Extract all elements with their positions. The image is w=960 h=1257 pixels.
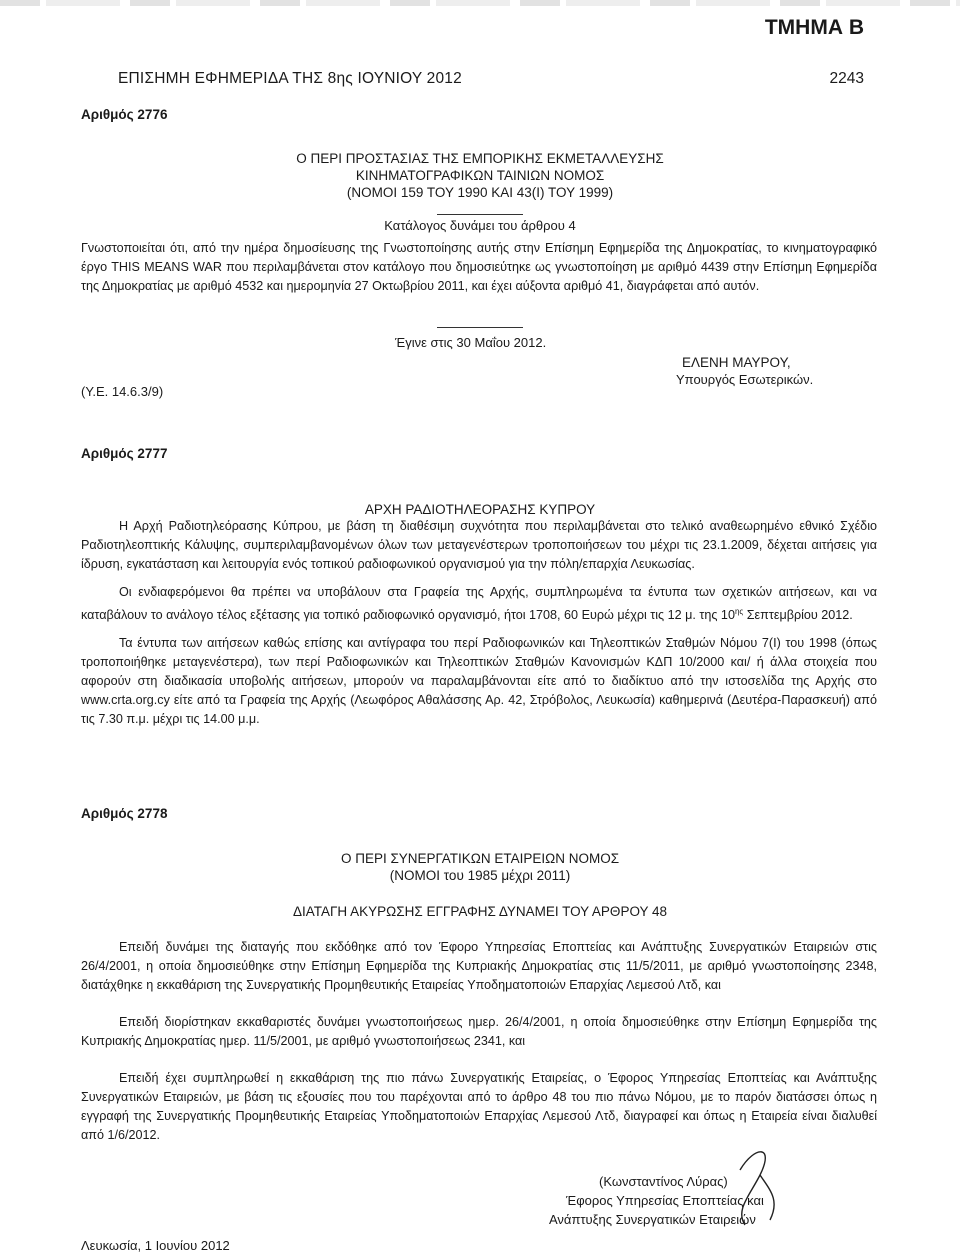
issue-date: Έγινε στις 30 Μαΐου 2012.: [395, 335, 547, 350]
notice-body: [81, 938, 877, 1145]
scan-artifact: [0, 0, 960, 6]
superscript: ης: [734, 607, 744, 616]
divider: [437, 327, 523, 328]
title-line: (ΝΟΜΟΙ 159 ΤΟΥ 1990 ΚΑΙ 43(Ι) ΤΟΥ 1999): [346, 185, 614, 200]
section-label: ΤΜΗΜΑ Β: [764, 16, 864, 39]
paragraph-text: Οι ενδιαφερόμενοι θα πρέπει να υποβάλουν στα Γραφεία της Αρχής, συμπληρωμένα τα έντυπα των σχετικών αιτήσεων, και να καταβάλουν το ανάλογο τέλος εξέτασης για τοπικό ραδιοφωνικό οργανισμό, ήτοι 1708, 60 Ευρώ μέχρι τις 12 μ. της 10: [81, 585, 877, 623]
notice-title: Ο ΠΕΡΙ ΣΥΝΕΡΓΑΤΙΚΩΝ ΕΤΑΙΡΕΙΩΝ ΝΟΜΟΣ: [340, 851, 620, 866]
notice-subtitle: Κατάλογος δυνάμει του άρθρου 4: [384, 218, 576, 233]
notice-title: [0, 150, 960, 201]
signatory-name: (Κωνσταντίνος Λύρας): [599, 1174, 728, 1189]
gazette-title: ΕΠΙΣΗΜΗ ΕΦΗΜΕΡΙΔΑ ΤΗΣ 8ης ΙΟΥΝΙΟΥ 2012: [118, 70, 462, 87]
paragraph: Η Αρχή Ραδιοτηλεόρασης Κύπρου, με βάση τη διαθέσιμη συχνότητα που περιλαμβάνεται στο τελικό αναθεωρημένο εθνικό Σχέδιο Ραδιοτηλεοπτικής Κάλυψης, συμπεριλαμβανομένων όλων των μεταγενέστερων τροποποιήσεων του μέχρι τις 23.1.2009, δέχεται αιτήσεις για ίδρυση, εγκατάσταση και λειτουργία ενός τοπικού ραδιοφωνικού οργανισμού για την πόλη/επαρχία Λευκωσίας.: [81, 519, 877, 571]
title-line: ΚΙΝΗΜΑΤΟΓΡΑΦΙΚΩΝ ΤΑΙΝΙΩΝ ΝΟΜΟΣ: [355, 168, 605, 183]
signatory-title: Ανάπτυξης Συνεργατικών Εταιρειών: [549, 1212, 756, 1227]
divider: [437, 214, 523, 215]
signatory-name: ΕΛΕΝΗ ΜΑΥΡΟΥ,: [682, 355, 791, 370]
signatory-title: Έφορος Υπηρεσίας Εποπτείας και: [566, 1193, 764, 1208]
page-number: 2243: [829, 70, 864, 87]
title-line: Ο ΠΕΡΙ ΠΡΟΣΤΑΣΙΑΣ ΤΗΣ ΕΜΠΟΡΙΚΗΣ ΕΚΜΕΤΑΛΛΕΥΣΗΣ: [296, 151, 664, 166]
notice-body: [81, 517, 877, 729]
notice-heading: ΔΙΑΤΑΓΗ ΑΚΥΡΩΣΗΣ ΕΓΓΡΑΦΗΣ ΔΥΝΑΜΕΙ ΤΟΥ ΑΡΘΡΟΥ 48: [292, 904, 668, 919]
reference-code: (Υ.Ε. 14.6.3/9): [81, 384, 164, 399]
notice-body: Γνωστοποιείται ότι, από την ημέρα δημοσίευσης της Γνωστοποίησης αυτής στην Επίσημη Εφημερίδα της Δημοκρατίας, το κινηματογραφικό έργο THIS MEANS WAR που περιλαμβάνεται στον κατάλογο που δημοσιεύτηκε ως γνωστοποίηση με αριθμό 4439 στην Επίσημη Εφημερίδα της Δημοκρατίας με αριθμό 4532 και ημερομηνία 27 Οκτωβρίου 2011, και έχει αύξοντα αριθμό 41, διαγράφεται από αυτόν.: [81, 241, 877, 293]
paragraph: Τα έντυπα των αιτήσεων καθώς επίσης και αντίγραφα του περί Ραδιοφωνικών και Τηλεοπτικών Σταθμών Νόμου 7(Ι) του 1998 (όπως τροποποιήθηκε μεταγενέστερα), των περί Ραδιοφωνικών και Τηλεοπτικών Σταθμών Κανονισμών ΚΔΠ 10/2000 και/ ή άλλα στοιχεία που αφορούν στη διαδικασία υποβολής αιτήσεων, μπορούν να παραλαμβάνονται είτε από το διαδίκτυο από την ιστοσελίδα της Αρχής στο www.crta.org.cy είτε από τα Γραφεία της Αρχής (Λεωφόρος Αθαλάσσης Αρ. 42, Στρόβολος, Λευκωσία) καθημερινά (Δευτέρα-Παρασκευή) από τις 7.30 π.μ. μέχρι τις 14.00 μ.μ.: [81, 636, 877, 727]
notice-title: ΑΡΧΗ ΡΑΔΙΟΤΗΛΕΟΡΑΣΗΣ ΚΥΠΡΟΥ: [364, 502, 596, 517]
notice-number: Αριθμός 2776: [81, 107, 168, 122]
paragraph: [81, 583, 877, 625]
place-date: Λευκωσία, 1 Ιουνίου 2012: [81, 1238, 230, 1253]
signatory-title: Υπουργός Εσωτερικών.: [676, 372, 814, 387]
notice-number: Αριθμός 2778: [81, 806, 168, 821]
paragraph-text: Σεπτεμβρίου 2012.: [743, 608, 853, 623]
notice-subtitle: (ΝΟΜΟΙ του 1985 μέχρι 2011): [389, 868, 571, 883]
notice-number: Αριθμός 2777: [81, 446, 168, 461]
paragraph: Επειδή διορίστηκαν εκκαθαριστές δυνάμει γνωστοποιήσεως ημερ. 26/4/2001, η οποία δημοσιεύθηκε στην Επίσημη Εφημερίδα της Κυπριακής Δημοκρατίας ημερ. 11/5/2001, με αριθμό γνωστοποιήσεως 2341, και: [81, 1015, 877, 1048]
paragraph: Επειδή δυνάμει της διαταγής που εκδόθηκε από τον Έφορο Υπηρεσίας Εποπτείας και Ανάπτυξης Συνεργατικών Εταιρειών στις 26/4/2001, η οποία δημοσιεύθηκε στην Επίσημη Εφημερίδα της Κυπριακής Δημοκρατίας στις 11/5/2011, με αριθμό γνωστοποίησης 2348, διατάχθηκε η εκκαθάριση της Συνεργατικής Προμηθευτικής Εταιρείας Υποδηματοποιών Επαρχίας Λεμεσού Λτδ, και: [81, 940, 877, 992]
paragraph: Επειδή έχει συμπληρωθεί η εκκαθάριση της πιο πάνω Συνεργατικής Εταιρείας, ο Έφορος Υπηρεσίας Εποπτείας και Ανάπτυξης Συνεργατικών Εταιρειών, με βάση τις εξουσίες που του παρέχονται από το άρθρο 48 του πιο πάνω Νόμου, με το παρόν διατάσσει όπως η εγγραφή της Συνεργατικής Προμηθευτικής Εταιρείας Υποδηματοποιών Επαρχίας Λεμεσού Λτδ, διαγραφεί και όπως η Εταιρεία είναι διαλυθεί από 1/6/2012.: [81, 1071, 877, 1142]
